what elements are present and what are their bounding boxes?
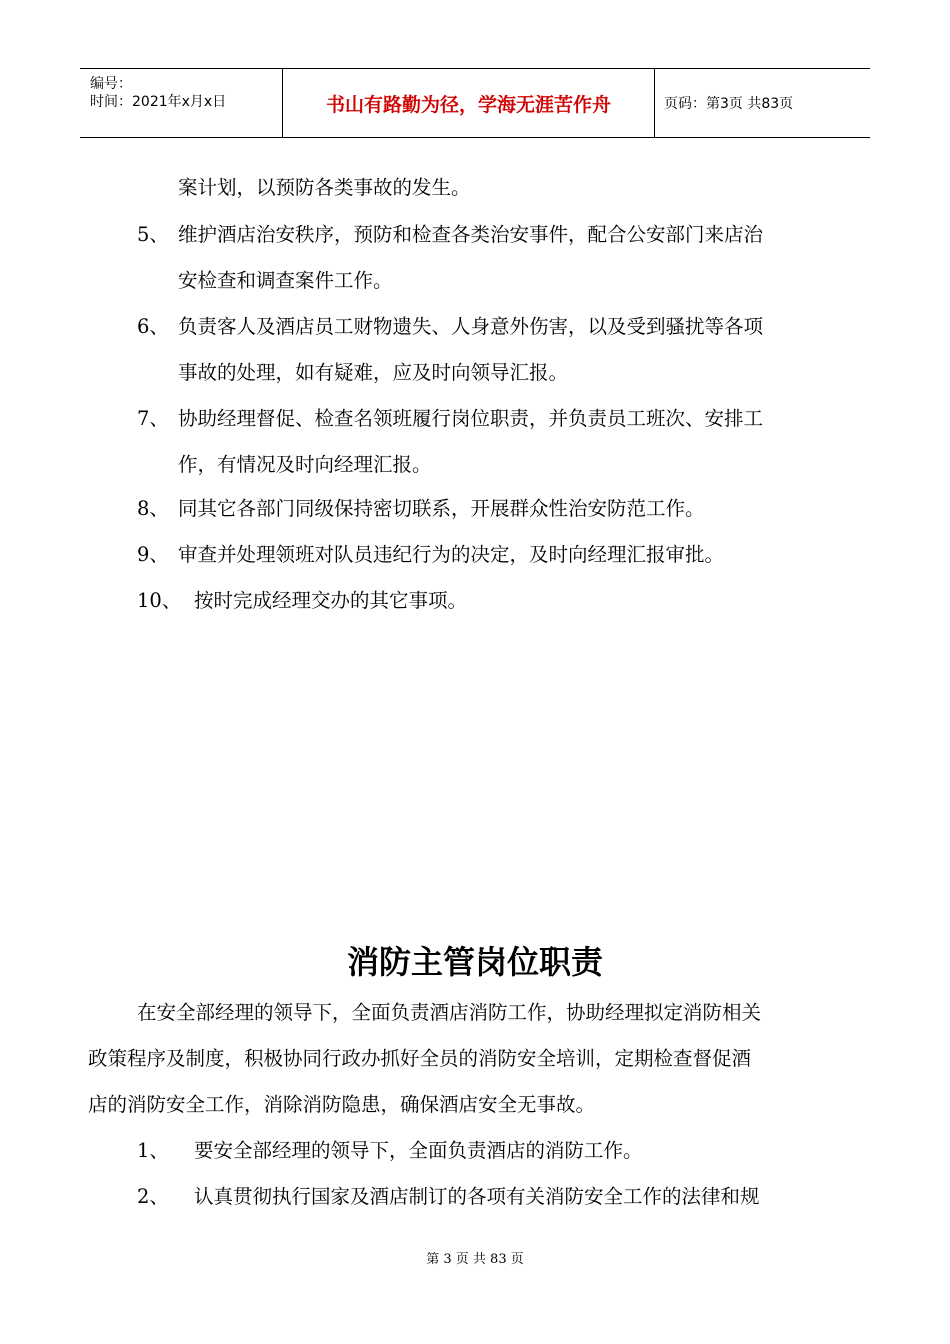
intro-line: 店的消防安全工作，消除消防隐患，确保酒店安全无事故。 bbox=[88, 1093, 596, 1116]
item-number: 1、 bbox=[137, 1139, 169, 1162]
page-header bbox=[80, 68, 870, 138]
item-line: 维护酒店治安秩序，预防和检查各类治安事件，配合公安部门来店治 bbox=[178, 223, 764, 246]
item-line: 审查并处理领班对队员违纪行为的决定，及时向经理汇报审批。 bbox=[178, 543, 725, 566]
item-number: 2、 bbox=[137, 1185, 169, 1208]
header-divider bbox=[654, 69, 655, 137]
item-number: 5、 bbox=[137, 223, 169, 246]
item-line: 事故的处理，如有疑难，应及时向领导汇报。 bbox=[178, 361, 569, 384]
section-title: 消防主管岗位职责 bbox=[346, 943, 603, 981]
intro-line: 在安全部经理的领导下，全面负责酒店消防工作，协助经理拟定消防相关 bbox=[137, 1001, 762, 1024]
item-number: 10、 bbox=[137, 589, 182, 612]
item-line: 同其它各部门同级保持密切联系，开展群众性治安防范工作。 bbox=[178, 497, 705, 520]
header-page-info: 页码：第3页 共83页 bbox=[664, 96, 794, 112]
item-line: 按时完成经理交办的其它事项。 bbox=[194, 589, 468, 612]
page-footer: 第 3 页 共 83 页 bbox=[426, 1252, 524, 1267]
item-line: 负责客人及酒店员工财物遗失、人身意外伤害，以及受到骚扰等各项 bbox=[178, 315, 764, 338]
item-line: 安检查和调查案件工作。 bbox=[178, 269, 393, 292]
header-motto: 书山有路勤为径，学海无涯苦作舟 bbox=[325, 93, 611, 116]
header-meta bbox=[80, 69, 282, 137]
item-line: 要安全部经理的领导下，全面负责酒店的消防工作。 bbox=[194, 1139, 643, 1162]
item-line: 作，有情况及时向经理汇报。 bbox=[178, 453, 432, 476]
item-number: 7、 bbox=[137, 407, 169, 430]
item-number: 9、 bbox=[137, 543, 169, 566]
item-line: 认真贯彻执行国家及酒店制订的各项有关消防安全工作的法律和规 bbox=[194, 1185, 760, 1208]
header-time-label: 时间：2021年x月x日 bbox=[90, 94, 227, 110]
item-number: 8、 bbox=[137, 497, 169, 520]
item-line: 协助经理督促、检查名领班履行岗位职责，并负责员工班次、安排工 bbox=[178, 407, 764, 430]
continuation-line: 案计划，以预防各类事故的发生。 bbox=[178, 176, 471, 199]
intro-line: 政策程序及制度，积极协同行政办抓好全员的消防安全培训，定期检查督促酒 bbox=[88, 1047, 752, 1070]
header-number-label: 编号： bbox=[90, 76, 132, 92]
item-number: 6、 bbox=[137, 315, 169, 338]
